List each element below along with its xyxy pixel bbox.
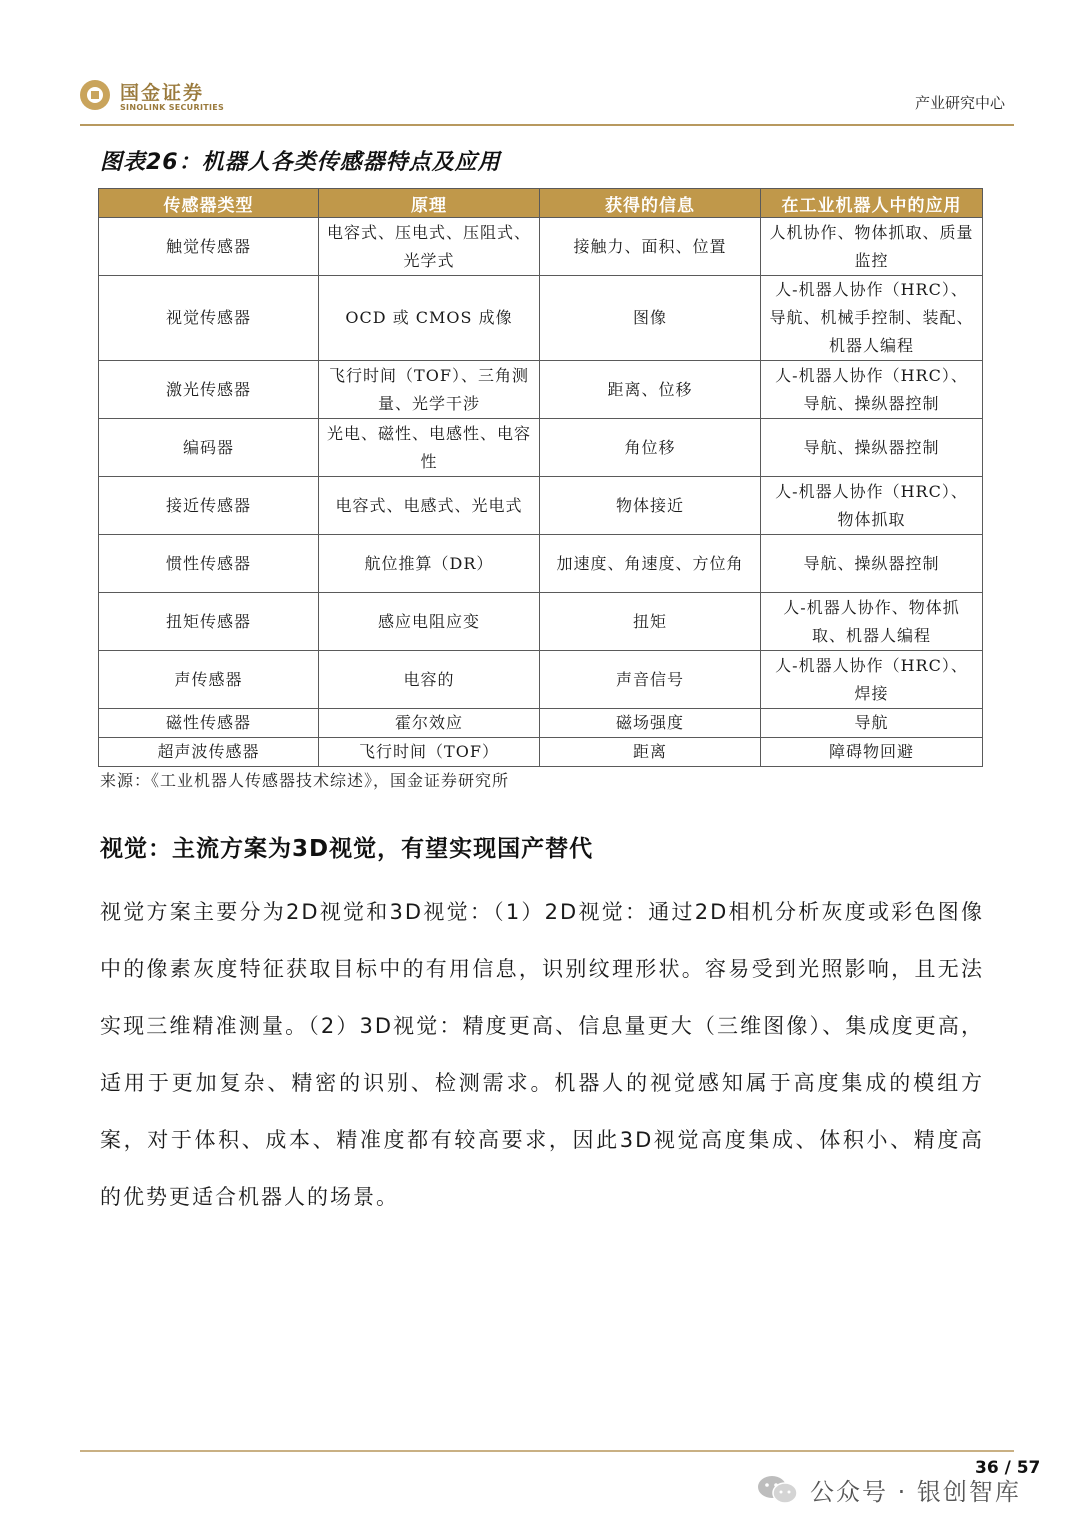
table-cell: 扭矩传感器 <box>99 593 319 651</box>
table-cell: 航位推算（DR） <box>319 535 540 593</box>
column-header: 原理 <box>319 189 540 218</box>
table-cell: 感应电阻应变 <box>319 593 540 651</box>
table-cell: 距离 <box>540 738 761 767</box>
column-header: 传感器类型 <box>99 189 319 218</box>
figure-source: 来源：《工业机器人传感器技术综述》，国金证券研究所 <box>100 771 510 790</box>
table-cell: 接近传感器 <box>99 477 319 535</box>
table-cell: 接触力、面积、位置 <box>540 218 761 276</box>
table-cell: 人-机器人协作（HRC）、导航、机械手控制、装配、机器人编程 <box>761 276 983 361</box>
table-row <box>99 709 983 738</box>
footer-divider <box>80 1450 1014 1452</box>
figure-title: 图表26：机器人各类传感器特点及应用 <box>100 150 501 175</box>
table-cell: 导航、操纵器控制 <box>761 535 983 593</box>
sensor-table <box>98 188 983 767</box>
header-divider <box>80 124 1014 126</box>
body-paragraph: 视觉方案主要分为2D视觉和3D视觉：（1）2D视觉：通过2D相机分析灰度或彩色图像中的像素灰度特征获取目标中的有用信息，识别纹理形状。容易受到光照影响，且无法实现三维精准测量。（2）3D视觉：精度更高、信息量更大（三维图像）、集成度更高，适用于更加复杂、精密的识别、检测需求。机器人的视觉感知属于高度集成的模组方案，对于体积、成本、精准度都有较高要求，因此3D视觉高度集成、体积小、精度高的优势更适合机器人的场景。 <box>100 900 984 1209</box>
table-row <box>99 651 983 709</box>
table-cell: 电容的 <box>319 651 540 709</box>
wechat-icon <box>756 1474 800 1506</box>
table-cell: 飞行时间（TOF）、三角测量、光学干涉 <box>319 361 540 419</box>
table-cell: 距离、位移 <box>540 361 761 419</box>
table-cell: 激光传感器 <box>99 361 319 419</box>
table-cell: 电容式、压电式、压阻式、光学式 <box>319 218 540 276</box>
table-row <box>99 477 983 535</box>
page-number: 36 / 57 <box>975 1458 1041 1478</box>
company-logo <box>78 78 278 118</box>
table-row <box>99 738 983 767</box>
logo-english-name: SINOLINK SECURITIES <box>120 103 225 112</box>
table-cell: 视觉传感器 <box>99 276 319 361</box>
table-cell: 磁场强度 <box>540 709 761 738</box>
table-cell: 飞行时间（TOF） <box>319 738 540 767</box>
sinolink-logo-icon <box>78 78 112 112</box>
table-cell: 磁性传感器 <box>99 709 319 738</box>
table-cell: 图像 <box>540 276 761 361</box>
table-cell: 超声波传感器 <box>99 738 319 767</box>
table-cell: 惯性传感器 <box>99 535 319 593</box>
table-cell: 人机协作、物体抓取、质量监控 <box>761 218 983 276</box>
table-cell: 人-机器人协作（HRC）、导航、操纵器控制 <box>761 361 983 419</box>
table-cell: 光电、磁性、电感性、电容性 <box>319 419 540 477</box>
column-header: 在工业机器人中的应用 <box>761 189 983 218</box>
table-row <box>99 276 983 361</box>
table-cell: 人-机器人协作、物体抓取、机器人编程 <box>761 593 983 651</box>
table-cell: 霍尔效应 <box>319 709 540 738</box>
table-cell: 人-机器人协作（HRC）、物体抓取 <box>761 477 983 535</box>
table-cell: 障碍物回避 <box>761 738 983 767</box>
table-row <box>99 535 983 593</box>
column-header: 获得的信息 <box>540 189 761 218</box>
table-cell: 加速度、角速度、方位角 <box>540 535 761 593</box>
table-cell: 物体接近 <box>540 477 761 535</box>
table-cell: 编码器 <box>99 419 319 477</box>
department-label: 产业研究中心 <box>914 94 1005 112</box>
table-row <box>99 218 983 276</box>
table-cell: 声音信号 <box>540 651 761 709</box>
table-cell: 导航、操纵器控制 <box>761 419 983 477</box>
table-cell: 声传感器 <box>99 651 319 709</box>
table-cell: OCD 或 CMOS 成像 <box>319 276 540 361</box>
watermark-text: 公众号 · 银创智库 <box>810 1478 1021 1506</box>
table-cell: 扭矩 <box>540 593 761 651</box>
wechat-watermark <box>756 1470 1056 1510</box>
table-row <box>99 361 983 419</box>
logo-chinese-name: 国金证券 <box>120 82 205 104</box>
table-header-row <box>99 189 983 218</box>
table-cell: 导航 <box>761 709 983 738</box>
table-cell: 电容式、电感式、光电式 <box>319 477 540 535</box>
table-row <box>99 419 983 477</box>
table-cell: 角位移 <box>540 419 761 477</box>
table-cell: 触觉传感器 <box>99 218 319 276</box>
table-cell: 人-机器人协作（HRC）、焊接 <box>761 651 983 709</box>
table-row <box>99 593 983 651</box>
section-heading: 视觉：主流方案为3D视觉，有望实现国产替代 <box>100 836 594 862</box>
